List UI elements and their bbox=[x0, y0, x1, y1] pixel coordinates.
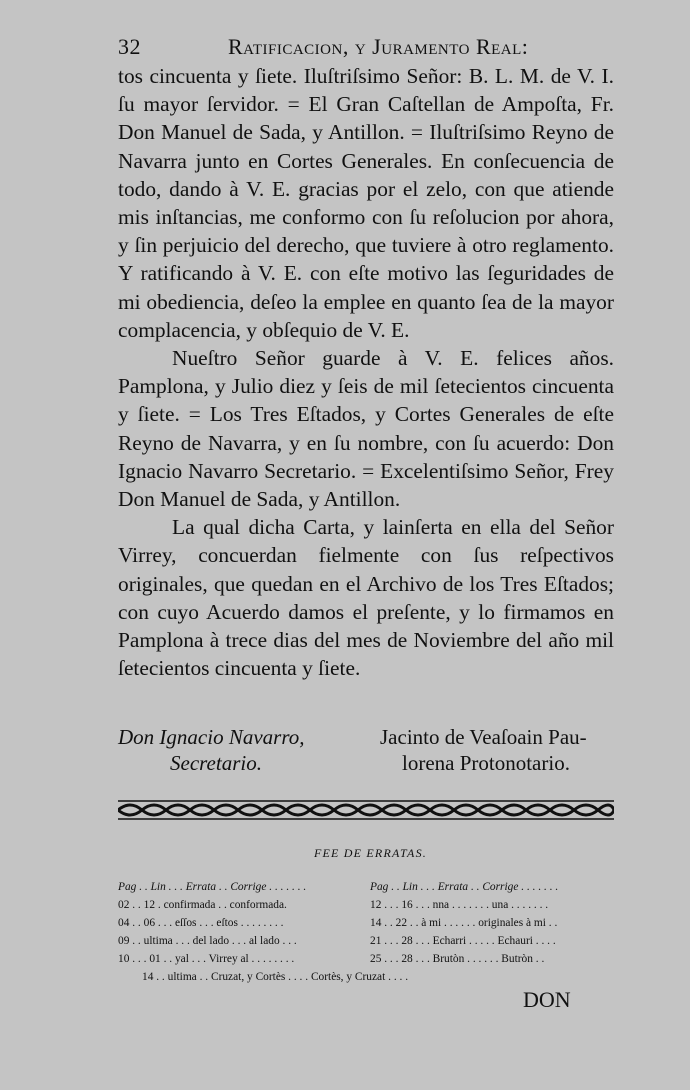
signature-secretary-name: Don Ignacio Navarro, bbox=[118, 725, 305, 749]
errata-cell: 12 . . . 16 . . . nna . . . . . . . una . . . . . . . bbox=[370, 899, 549, 911]
errata-cell: 09 . . ultima . . . del lado . . . al lado . . . bbox=[118, 935, 297, 947]
errata-row bbox=[118, 932, 618, 950]
errata-header-row bbox=[118, 878, 618, 896]
signature-protonotary-title: lorena Protonotario. bbox=[402, 751, 570, 775]
errata-cell: 10 . . . 01 . . yal . . . Virrey al . . . . . . . . bbox=[118, 953, 295, 965]
paragraph-2: Nueſtro Señor guarde à V. E. felices años. Pamplona, y Julio diez y ſeis de mil ſetecientos cincuenta y ſiete. = Los Tres Eſtados, y Cortes Generales de eſte Reyno de Navarra, y en ſu nombre, con ſu acuerdo: Don Ignacio Navarro Secretario. = Excelentiſsimo Señor, Frey Don Manuel de Sada, y Antillon. bbox=[118, 346, 614, 512]
errata-row bbox=[118, 896, 618, 914]
errata-title: FEE DE ERRATAS. bbox=[314, 846, 427, 860]
errata-cell: 04 . . 06 . . . eſſos . . . eſtos . . . . . . . . bbox=[118, 917, 284, 929]
paragraph-3: La qual dicha Carta, y lainſerta en ella del Señor Virrey, concuerdan fielmente con ſus reſpectivos originales, que quedan en el Archivo de los Tres Eſtados; con cuyo Acuerdo damos el preſente, y lo firmamos en Pamplona à trece dias del mes de Noviembre del año mil ſetecientos cincuenta y ſiete. bbox=[118, 515, 614, 681]
ornamental-divider bbox=[118, 798, 614, 822]
errata-row bbox=[118, 968, 618, 986]
paragraph-1: tos cincuenta y ſiete. Iluſtriſsimo Señor: B. L. M. de V. I. ſu mayor ſervidor. = El Gran Caſtellan de Ampoſta, Fr. Don Manuel de Sada, y Antillon. = Iluſtriſsimo Reyno de Navarra junto en Cortes Generales. En conſecuencia de todo, dando à V. E. gracias por el zelo, con que atiende mis inſtancias, me conformo con ſu reſolucion por ahora, y ſin perjuicio del derecho, que tuviere à otro reglamento. Y ratificando à V. E. con eſte motivo las ſeguridades de mi obediencia, deſeo la emplee en quanto ſea de la mayor complacencia, y obſequio de V. E. bbox=[118, 64, 614, 342]
signature-secretary-title: Secretario. bbox=[170, 751, 262, 775]
errata-cell: 25 . . . 28 . . . Brutòn . . . . . . Butròn . . bbox=[370, 953, 545, 965]
signature-secretary bbox=[118, 724, 304, 776]
signature-protonotary-name: Jacinto de Veaſoain Pau- bbox=[380, 725, 587, 749]
errata-row bbox=[118, 950, 618, 968]
page-header bbox=[118, 34, 678, 62]
errata-table bbox=[118, 878, 618, 986]
running-title: Ratificacion, y Juramento Real: bbox=[228, 34, 529, 59]
errata-cell: 21 . . . 28 . . . Echarri . . . . . Echauri . . . . bbox=[370, 935, 556, 947]
errata-cell: 14 . . ultima . . Cruzat, y Cortès . . . . Cortès, y Cruzat . . . . bbox=[142, 971, 409, 983]
page-number: 32 bbox=[118, 34, 141, 59]
signatures bbox=[118, 724, 618, 784]
catchword: DON bbox=[523, 987, 571, 1012]
errata-cell: 02 . . 12 . confirmada . . conformada. bbox=[118, 899, 287, 911]
errata-cell: 14 . . 22 . . à mi . . . . . . originales à mi . . bbox=[370, 917, 558, 929]
signature-protonotary bbox=[380, 724, 587, 776]
errata-cell: Pag . . Lin . . . Errata . . Corrige . . . . . . . bbox=[118, 881, 307, 893]
body-text bbox=[118, 62, 614, 682]
errata-cell: Pag . . Lin . . . Errata . . Corrige . . . . . . . bbox=[370, 881, 559, 893]
errata-row bbox=[118, 914, 618, 932]
